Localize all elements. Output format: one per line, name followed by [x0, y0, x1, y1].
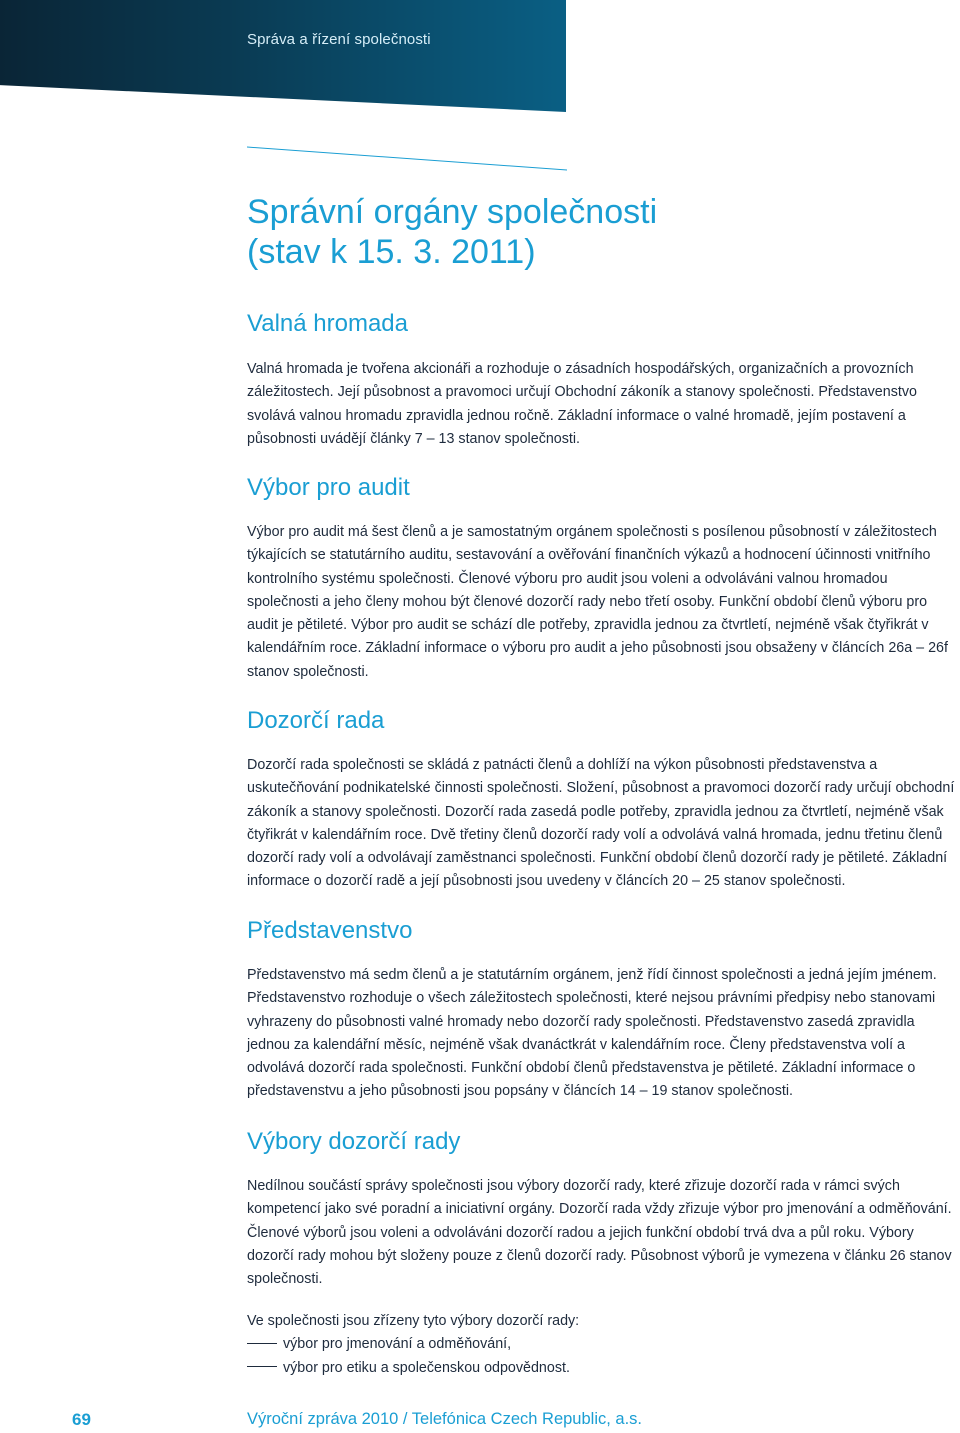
section-title: Správa a řízení společnosti — [247, 31, 431, 48]
heading-vybory-dozorci-rady: Výbory dozorčí rady — [247, 1128, 461, 1155]
list-intro: Ve společnosti jsou zřízeny tyto výbory dozorčí rady: — [247, 1313, 580, 1329]
heading-predstavenstvo: Představenstvo — [247, 917, 413, 944]
decorative-line — [247, 146, 567, 172]
paragraph-predstavenstvo: Představenstvo má sedm členů a je statutárním orgánem, jenž řídí činnost společnosti a jedná jejím jménem. Představenstvo rozhoduje o všech záležitostech společnosti, které nejsou právními předpisy nebo stanovami vyhrazeny do působnosti valné hromady nebo dozorčí rady společnosti. Představenstvo zasedá zpravidla jednou za kalendářní měsíc, nejméně však dvanáctkrát v kalendářním roce. Členy představenstva volí a odvolává dozorčí rada společnosti. Funkční období členů představenstva je pětileté. Základní informace o představenstvu a jeho působnosti jsou popsány v článcích 14 – 19 stanov společnosti. — [247, 967, 937, 1100]
header-banner — [0, 0, 566, 112]
committee-list — [247, 1310, 959, 1380]
dash-bullet — [247, 1366, 277, 1367]
paragraph-dozorci-rada: Dozorčí rada společnosti se skládá z patnácti členů a dohlíží na výkon působnosti představenstva a uskutečňování podnikatelské činnosti společnosti. Složení, působnost a pravomoci dozorčí rady určují obchodní zákoník a stanovy společnosti. Dozorčí rada zasedá podle potřeby, zpravidla jednou za čtvrtletí, nejméně však čtyřikrát v kalendářním roce. Dvě třetiny členů dozorčí rady volí a odvolává valná hromada, jednu třetinu členů dozorčí rady volí a odvolávají zaměstnanci společnosti. Funkční období členů dozorčí rady je pětileté. Základní informace o dozorčí radě a její působnosti jsou uvedeny v článcích 20 – 25 stanov společnosti. — [247, 757, 955, 890]
paragraph-vybory-dozorci-rady: Nedílnou součástí správy společnosti jsou výbory dozorčí rady, které zřizuje dozorčí rada v rámci svých kompetencí jako své poradní a iniciativní orgány. Dozorčí rada vždy zřizuje výbor pro jmenování a odměňování. Členové výborů jsou voleni a odvoláváni dozorčí radou a jejich funkční období trvá dva a půl roku. Výbory dozorčí rady mohou být složeny pouze z členů dozorčí rady. Působnost výborů je vymezena v článku 26 stanov společnosti. — [247, 1178, 952, 1288]
paragraph-valna-hromada: Valná hromada je tvořena akcionáři a rozhoduje o zásadních hospodářských, organizačních a provozních záležitostech. Její působnost a pravomoci určují Obchodní zákoník a stanovy společnosti. Představenstvo svolává valnou hromadu zpravidla jednou ročně. Základní informace o valné hromadě, jejím postavení a působnosti uvádějí články 7 – 13 stanov společnosti. — [247, 361, 917, 447]
list-item — [247, 1333, 959, 1356]
dash-bullet — [247, 1343, 277, 1344]
heading-vybor-pro-audit: Výbor pro audit — [247, 474, 410, 501]
list-item-text: výbor pro etiku a společenskou odpovědnost. — [283, 1359, 570, 1376]
page-title — [247, 192, 657, 272]
list-item — [247, 1357, 959, 1380]
heading-dozorci-rada: Dozorčí rada — [247, 707, 385, 734]
list-item-text: výbor pro jmenování a odměňování, — [283, 1336, 512, 1353]
paragraph-vybor-pro-audit: Výbor pro audit má šest členů a je samostatným orgánem společnosti s posílenou působností v záležitostech týkajících se statutárního auditu, sestavování a ověřování finančních výkazů a hodnocení účinnosti vnitřního kontrolního systému společnosti. Členové výboru pro audit jsou voleni a odvoláváni valnou hromadou společnosti a jeho členy mohou být členové dozorčí rady nebo třetí osoby. Funkční období členů výboru pro audit je pětileté. Výbor pro audit se schází dle potřeby, zpravidla jednou za čtvrtletí, nejméně však čtyřikrát v kalendářním roce. Základní informace o výboru pro audit a jeho působnosti jsou obsaženy v článcích 26a – 26f stanov společnosti. — [247, 524, 948, 680]
page-title-line2: (stav k 15. 3. 2011) — [247, 233, 536, 271]
page-title-line1: Správní orgány společnosti — [247, 193, 658, 231]
page-number: 69 — [72, 1410, 91, 1429]
footer-text: Výroční zpráva 2010 / Telefónica Czech Republic, a.s. — [247, 1410, 642, 1428]
heading-valna-hromada: Valná hromada — [247, 310, 408, 337]
